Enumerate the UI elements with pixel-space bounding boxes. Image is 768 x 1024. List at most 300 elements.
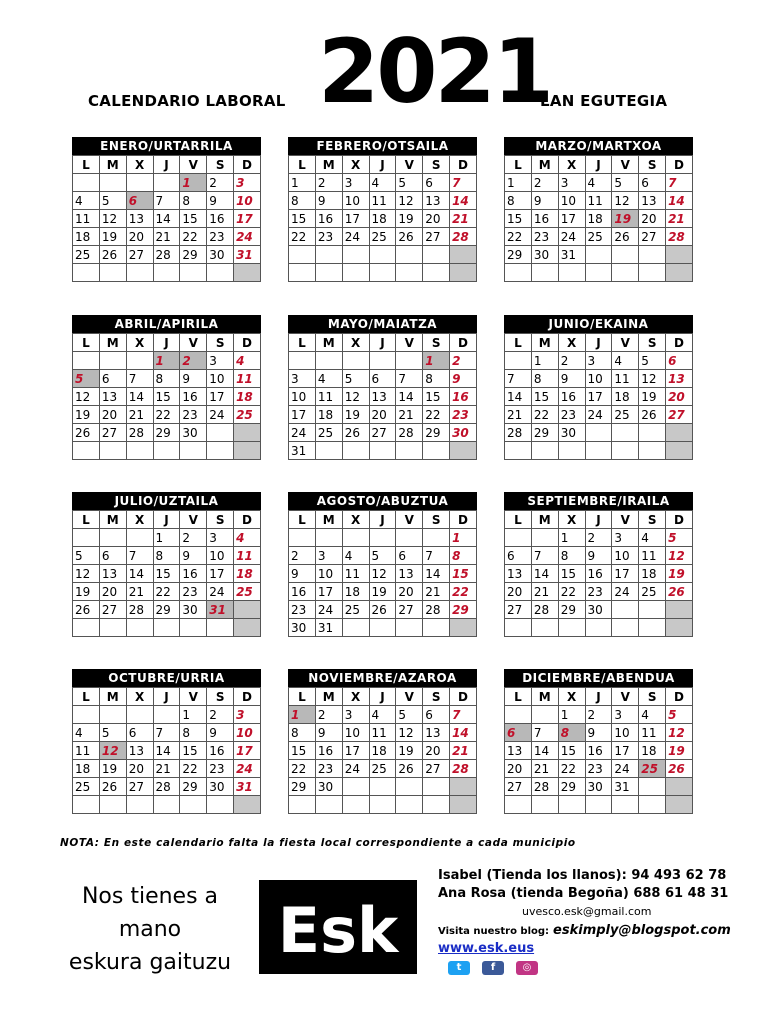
weekday-header: D bbox=[234, 156, 261, 174]
day-cell: 17 bbox=[612, 565, 639, 583]
month-title: NOVIEMBRE/AZAROA bbox=[288, 669, 477, 687]
weekday-header: D bbox=[450, 156, 477, 174]
day-cell: 19 bbox=[342, 406, 369, 424]
day-cell: 4 bbox=[342, 547, 369, 565]
month-title: MAYO/MAIATZA bbox=[288, 315, 477, 333]
day-cell: 19 bbox=[396, 210, 423, 228]
day-cell: 5 bbox=[639, 352, 666, 370]
empty-cell bbox=[396, 529, 423, 547]
day-cell: 28 bbox=[505, 424, 532, 442]
empty-cell bbox=[612, 424, 639, 442]
day-cell: 31 bbox=[234, 246, 261, 264]
day-cell: 17 bbox=[342, 210, 369, 228]
day-cell: 26 bbox=[666, 760, 693, 778]
empty-cell bbox=[207, 264, 234, 282]
day-cell: 3 bbox=[342, 706, 369, 724]
month-title: ENERO/URTARRILA bbox=[72, 137, 261, 155]
day-cell: 29 bbox=[505, 246, 532, 264]
empty-cell bbox=[73, 264, 100, 282]
day-cell: 12 bbox=[666, 547, 693, 565]
day-cell: 11 bbox=[639, 547, 666, 565]
slogan bbox=[40, 880, 260, 979]
day-cell: 22 bbox=[423, 406, 450, 424]
day-cell: 30 bbox=[450, 424, 477, 442]
day-cell: 11 bbox=[369, 724, 396, 742]
day-cell: 24 bbox=[289, 424, 316, 442]
instagram-icon[interactable]: ◎ bbox=[516, 961, 538, 975]
month-title: MARZO/MARTXOA bbox=[504, 137, 693, 155]
header-year: 2021 bbox=[318, 20, 551, 123]
empty-cell bbox=[396, 778, 423, 796]
empty-cell bbox=[289, 246, 316, 264]
day-cell: 16 bbox=[315, 742, 342, 760]
day-cell: 11 bbox=[342, 565, 369, 583]
day-cell: 5 bbox=[99, 724, 126, 742]
weekday-header: L bbox=[505, 511, 532, 529]
day-cell: 6 bbox=[99, 547, 126, 565]
empty-cell bbox=[585, 442, 612, 460]
empty-cell bbox=[612, 796, 639, 814]
day-cell: 27 bbox=[423, 760, 450, 778]
day-cell: 23 bbox=[585, 760, 612, 778]
empty-cell bbox=[315, 352, 342, 370]
day-cell: 18 bbox=[315, 406, 342, 424]
day-cell: 8 bbox=[558, 724, 585, 742]
day-cell: 2 bbox=[450, 352, 477, 370]
day-cell: 11 bbox=[612, 370, 639, 388]
empty-cell bbox=[450, 619, 477, 637]
day-cell: 15 bbox=[505, 210, 532, 228]
day-cell: 17 bbox=[207, 388, 234, 406]
weekday-header: V bbox=[180, 688, 207, 706]
weekday-header: M bbox=[99, 156, 126, 174]
day-cell: 15 bbox=[450, 565, 477, 583]
day-cell: 1 bbox=[153, 352, 180, 370]
weekday-header: S bbox=[423, 688, 450, 706]
blog-line bbox=[438, 923, 731, 938]
weekday-header: J bbox=[153, 511, 180, 529]
day-cell: 5 bbox=[369, 547, 396, 565]
slogan-line: Nos tienes a bbox=[81, 884, 219, 909]
day-cell: 5 bbox=[99, 192, 126, 210]
empty-cell bbox=[126, 529, 153, 547]
day-cell: 4 bbox=[369, 706, 396, 724]
blog-label: Visita nuestro blog: bbox=[438, 926, 550, 937]
day-cell: 17 bbox=[558, 210, 585, 228]
day-cell: 27 bbox=[369, 424, 396, 442]
day-cell: 8 bbox=[153, 370, 180, 388]
day-cell: 2 bbox=[315, 706, 342, 724]
day-cell: 26 bbox=[73, 424, 100, 442]
day-cell: 6 bbox=[126, 724, 153, 742]
weekday-header: J bbox=[585, 511, 612, 529]
empty-cell bbox=[234, 264, 261, 282]
day-cell: 28 bbox=[126, 424, 153, 442]
empty-cell bbox=[342, 246, 369, 264]
website-link[interactable]: www.esk.eus bbox=[438, 941, 535, 956]
day-cell: 21 bbox=[666, 210, 693, 228]
esk-logo bbox=[259, 880, 417, 974]
empty-cell bbox=[505, 442, 532, 460]
day-cell: 16 bbox=[207, 210, 234, 228]
day-cell: 8 bbox=[423, 370, 450, 388]
day-cell: 26 bbox=[396, 760, 423, 778]
facebook-icon[interactable]: f bbox=[482, 961, 504, 975]
day-cell: 1 bbox=[289, 174, 316, 192]
day-cell: 13 bbox=[99, 565, 126, 583]
empty-cell bbox=[369, 264, 396, 282]
month-title: ABRIL/APIRILA bbox=[72, 315, 261, 333]
month-title: FEBRERO/OTSAILA bbox=[288, 137, 477, 155]
weekday-header: V bbox=[396, 156, 423, 174]
day-cell: 19 bbox=[73, 583, 100, 601]
empty-cell bbox=[289, 529, 316, 547]
day-cell: 22 bbox=[289, 760, 316, 778]
empty-cell bbox=[342, 529, 369, 547]
month-calendar bbox=[288, 137, 477, 282]
day-cell: 12 bbox=[396, 724, 423, 742]
empty-cell bbox=[234, 619, 261, 637]
day-cell: 2 bbox=[289, 547, 316, 565]
empty-cell bbox=[153, 264, 180, 282]
weekday-header: D bbox=[234, 688, 261, 706]
weekday-header: S bbox=[639, 511, 666, 529]
weekday-header: J bbox=[585, 156, 612, 174]
day-cell: 27 bbox=[396, 601, 423, 619]
weekday-header: M bbox=[531, 156, 558, 174]
day-cell: 15 bbox=[289, 742, 316, 760]
day-cell: 19 bbox=[99, 228, 126, 246]
day-cell: 17 bbox=[234, 742, 261, 760]
day-cell: 28 bbox=[531, 601, 558, 619]
empty-cell bbox=[99, 529, 126, 547]
day-cell: 30 bbox=[180, 601, 207, 619]
day-cell: 25 bbox=[342, 601, 369, 619]
empty-cell bbox=[396, 796, 423, 814]
empty-cell bbox=[423, 796, 450, 814]
day-cell: 10 bbox=[558, 192, 585, 210]
twitter-icon[interactable]: t bbox=[448, 961, 470, 975]
empty-cell bbox=[531, 442, 558, 460]
empty-cell bbox=[315, 442, 342, 460]
day-cell: 9 bbox=[315, 724, 342, 742]
day-cell: 10 bbox=[612, 547, 639, 565]
day-cell: 20 bbox=[505, 760, 532, 778]
empty-cell bbox=[234, 442, 261, 460]
weekday-header: D bbox=[234, 334, 261, 352]
day-cell: 8 bbox=[289, 724, 316, 742]
day-cell: 25 bbox=[585, 228, 612, 246]
month-title: DICIEMBRE/ABENDUA bbox=[504, 669, 693, 687]
day-cell: 28 bbox=[153, 246, 180, 264]
weekday-header: X bbox=[342, 156, 369, 174]
day-cell: 29 bbox=[180, 246, 207, 264]
weekday-header: X bbox=[342, 688, 369, 706]
day-cell: 23 bbox=[207, 760, 234, 778]
day-cell: 1 bbox=[180, 174, 207, 192]
weekday-header: S bbox=[639, 334, 666, 352]
slogan-line: mano bbox=[118, 917, 182, 942]
day-cell: 11 bbox=[234, 370, 261, 388]
empty-cell bbox=[99, 442, 126, 460]
day-cell: 28 bbox=[126, 601, 153, 619]
empty-cell bbox=[423, 619, 450, 637]
empty-cell bbox=[423, 264, 450, 282]
empty-cell bbox=[396, 442, 423, 460]
day-cell: 1 bbox=[289, 706, 316, 724]
day-cell: 27 bbox=[126, 778, 153, 796]
weekday-header: V bbox=[180, 334, 207, 352]
empty-cell bbox=[153, 174, 180, 192]
day-cell: 21 bbox=[450, 210, 477, 228]
day-cell: 4 bbox=[612, 352, 639, 370]
weekday-header: X bbox=[126, 334, 153, 352]
day-cell: 18 bbox=[612, 388, 639, 406]
day-cell: 22 bbox=[180, 760, 207, 778]
weekday-header: L bbox=[73, 334, 100, 352]
contact-line-2: Ana Rosa (tienda Begoña) 688 61 48 31 bbox=[438, 886, 729, 901]
day-cell: 8 bbox=[180, 724, 207, 742]
day-cell: 18 bbox=[234, 565, 261, 583]
weekday-header: M bbox=[315, 688, 342, 706]
day-cell: 15 bbox=[423, 388, 450, 406]
day-cell: 5 bbox=[612, 174, 639, 192]
day-cell: 12 bbox=[612, 192, 639, 210]
empty-cell bbox=[289, 796, 316, 814]
day-cell: 14 bbox=[531, 565, 558, 583]
day-cell: 5 bbox=[666, 529, 693, 547]
day-cell: 8 bbox=[153, 547, 180, 565]
month-title: JUNIO/EKAINA bbox=[504, 315, 693, 333]
day-cell: 31 bbox=[234, 778, 261, 796]
day-cell: 9 bbox=[531, 192, 558, 210]
day-cell: 1 bbox=[423, 352, 450, 370]
empty-cell bbox=[153, 619, 180, 637]
empty-cell bbox=[99, 264, 126, 282]
empty-cell bbox=[585, 264, 612, 282]
day-cell: 6 bbox=[396, 547, 423, 565]
weekday-header: S bbox=[639, 688, 666, 706]
day-cell: 25 bbox=[234, 583, 261, 601]
weekday-header: V bbox=[612, 511, 639, 529]
day-cell: 25 bbox=[234, 406, 261, 424]
day-cell: 2 bbox=[207, 174, 234, 192]
day-cell: 16 bbox=[585, 565, 612, 583]
day-cell: 2 bbox=[585, 706, 612, 724]
day-cell: 7 bbox=[153, 724, 180, 742]
day-cell: 5 bbox=[342, 370, 369, 388]
empty-cell bbox=[450, 246, 477, 264]
empty-cell bbox=[207, 619, 234, 637]
day-cell: 9 bbox=[585, 547, 612, 565]
day-cell: 24 bbox=[234, 228, 261, 246]
day-cell: 2 bbox=[180, 529, 207, 547]
day-cell: 31 bbox=[315, 619, 342, 637]
day-cell: 7 bbox=[666, 174, 693, 192]
weekday-header: S bbox=[639, 156, 666, 174]
empty-cell bbox=[531, 619, 558, 637]
day-cell: 25 bbox=[639, 583, 666, 601]
day-cell: 4 bbox=[234, 529, 261, 547]
empty-cell bbox=[342, 442, 369, 460]
day-cell: 20 bbox=[423, 742, 450, 760]
day-cell: 3 bbox=[558, 174, 585, 192]
day-cell: 11 bbox=[73, 210, 100, 228]
month-calendar bbox=[288, 492, 477, 637]
empty-cell bbox=[369, 442, 396, 460]
weekday-header: D bbox=[666, 156, 693, 174]
day-cell: 25 bbox=[369, 760, 396, 778]
day-cell: 20 bbox=[396, 583, 423, 601]
weekday-header: X bbox=[558, 688, 585, 706]
month-calendar bbox=[72, 492, 261, 637]
day-cell: 8 bbox=[531, 370, 558, 388]
day-cell: 13 bbox=[99, 388, 126, 406]
day-cell: 1 bbox=[531, 352, 558, 370]
month-calendar bbox=[504, 315, 693, 460]
day-cell: 20 bbox=[369, 406, 396, 424]
day-cell: 17 bbox=[612, 742, 639, 760]
weekday-header: M bbox=[99, 511, 126, 529]
day-cell: 29 bbox=[180, 778, 207, 796]
contact-line-1: Isabel (Tienda los llanos): 94 493 62 78 bbox=[438, 868, 727, 883]
header-title-left: CALENDARIO LABORAL bbox=[88, 92, 286, 110]
day-cell: 22 bbox=[153, 583, 180, 601]
day-cell: 28 bbox=[450, 228, 477, 246]
empty-cell bbox=[99, 174, 126, 192]
day-cell: 10 bbox=[342, 192, 369, 210]
day-cell: 16 bbox=[207, 742, 234, 760]
weekday-header: D bbox=[666, 511, 693, 529]
day-cell: 26 bbox=[342, 424, 369, 442]
day-cell: 9 bbox=[207, 724, 234, 742]
day-cell: 18 bbox=[369, 210, 396, 228]
day-cell: 6 bbox=[126, 192, 153, 210]
day-cell: 19 bbox=[396, 742, 423, 760]
weekday-header: S bbox=[207, 511, 234, 529]
day-cell: 30 bbox=[558, 424, 585, 442]
empty-cell bbox=[369, 352, 396, 370]
day-cell: 26 bbox=[73, 601, 100, 619]
empty-cell bbox=[396, 264, 423, 282]
day-cell: 6 bbox=[505, 724, 532, 742]
weekday-header: X bbox=[558, 511, 585, 529]
weekday-header: M bbox=[531, 334, 558, 352]
empty-cell bbox=[126, 442, 153, 460]
day-cell: 2 bbox=[315, 174, 342, 192]
empty-cell bbox=[639, 264, 666, 282]
day-cell: 19 bbox=[73, 406, 100, 424]
weekday-header: X bbox=[342, 511, 369, 529]
day-cell: 22 bbox=[531, 406, 558, 424]
day-cell: 16 bbox=[531, 210, 558, 228]
day-cell: 13 bbox=[423, 192, 450, 210]
day-cell: 23 bbox=[289, 601, 316, 619]
weekday-header: X bbox=[558, 334, 585, 352]
day-cell: 30 bbox=[315, 778, 342, 796]
day-cell: 12 bbox=[342, 388, 369, 406]
day-cell: 21 bbox=[126, 583, 153, 601]
day-cell: 23 bbox=[531, 228, 558, 246]
day-cell: 20 bbox=[99, 583, 126, 601]
day-cell: 4 bbox=[315, 370, 342, 388]
empty-cell bbox=[289, 264, 316, 282]
day-cell: 9 bbox=[289, 565, 316, 583]
day-cell: 23 bbox=[180, 583, 207, 601]
day-cell: 7 bbox=[531, 547, 558, 565]
day-cell: 15 bbox=[153, 565, 180, 583]
empty-cell bbox=[639, 246, 666, 264]
day-cell: 9 bbox=[315, 192, 342, 210]
day-cell: 18 bbox=[369, 742, 396, 760]
weekday-header: J bbox=[369, 156, 396, 174]
day-cell: 10 bbox=[289, 388, 316, 406]
day-cell: 19 bbox=[666, 742, 693, 760]
day-cell: 30 bbox=[180, 424, 207, 442]
day-cell: 6 bbox=[423, 174, 450, 192]
day-cell: 23 bbox=[585, 583, 612, 601]
weekday-header: J bbox=[369, 511, 396, 529]
day-cell: 10 bbox=[612, 724, 639, 742]
day-cell: 22 bbox=[558, 583, 585, 601]
empty-cell bbox=[505, 706, 532, 724]
empty-cell bbox=[531, 529, 558, 547]
day-cell: 26 bbox=[639, 406, 666, 424]
day-cell: 21 bbox=[153, 228, 180, 246]
day-cell: 14 bbox=[531, 742, 558, 760]
day-cell: 4 bbox=[73, 724, 100, 742]
empty-cell bbox=[666, 442, 693, 460]
day-cell: 8 bbox=[450, 547, 477, 565]
empty-cell bbox=[342, 619, 369, 637]
day-cell: 11 bbox=[234, 547, 261, 565]
weekday-header: L bbox=[289, 334, 316, 352]
weekday-header: X bbox=[558, 156, 585, 174]
day-cell: 13 bbox=[396, 565, 423, 583]
weekday-header: S bbox=[423, 334, 450, 352]
empty-cell bbox=[207, 424, 234, 442]
day-cell: 28 bbox=[153, 778, 180, 796]
day-cell: 2 bbox=[207, 706, 234, 724]
day-cell: 18 bbox=[585, 210, 612, 228]
day-cell: 24 bbox=[612, 583, 639, 601]
empty-cell bbox=[396, 246, 423, 264]
day-cell: 7 bbox=[505, 370, 532, 388]
day-cell: 12 bbox=[369, 565, 396, 583]
day-cell: 19 bbox=[99, 760, 126, 778]
day-cell: 8 bbox=[505, 192, 532, 210]
weekday-header: X bbox=[342, 334, 369, 352]
day-cell: 27 bbox=[423, 228, 450, 246]
day-cell: 24 bbox=[207, 406, 234, 424]
day-cell: 31 bbox=[289, 442, 316, 460]
day-cell: 14 bbox=[666, 192, 693, 210]
day-cell: 16 bbox=[289, 583, 316, 601]
day-cell: 1 bbox=[505, 174, 532, 192]
day-cell: 3 bbox=[234, 706, 261, 724]
day-cell: 14 bbox=[450, 724, 477, 742]
day-cell: 9 bbox=[180, 370, 207, 388]
weekday-header: J bbox=[369, 334, 396, 352]
empty-cell bbox=[612, 246, 639, 264]
day-cell: 15 bbox=[153, 388, 180, 406]
day-cell: 28 bbox=[450, 760, 477, 778]
weekday-header: V bbox=[612, 156, 639, 174]
day-cell: 31 bbox=[612, 778, 639, 796]
empty-cell bbox=[234, 601, 261, 619]
day-cell: 22 bbox=[180, 228, 207, 246]
day-cell: 26 bbox=[99, 778, 126, 796]
